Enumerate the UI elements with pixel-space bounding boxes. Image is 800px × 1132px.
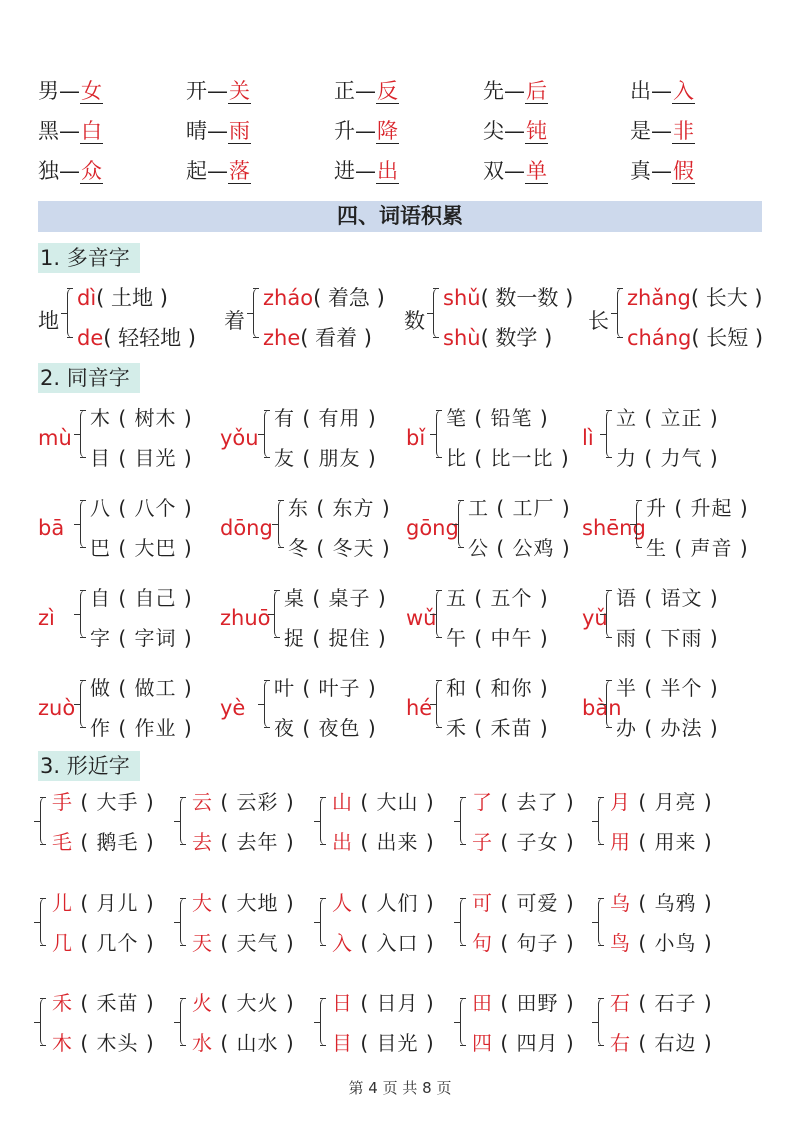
brace xyxy=(80,680,89,728)
antonym-word: 是 xyxy=(630,119,651,143)
polyphone-row xyxy=(263,325,372,351)
target-char: 禾 xyxy=(52,991,73,1015)
word-entry: 夜 ( 夜色 ) xyxy=(274,716,377,740)
example-word: ( 子女 ) xyxy=(493,830,575,854)
dash: — xyxy=(355,79,376,103)
word-entry: 东 ( 东方 ) xyxy=(288,496,391,520)
similar-entry xyxy=(610,930,713,956)
brace xyxy=(40,998,49,1046)
example-word: ( 土地 ) xyxy=(96,286,168,310)
pinyin: dì xyxy=(77,286,97,310)
antonym-answer: 入 xyxy=(673,79,694,103)
word-entry: 作 ( 作业 ) xyxy=(90,716,193,740)
antonym-word: 进 xyxy=(334,159,355,183)
antonym-answer: 女 xyxy=(81,79,102,103)
polyphone-char: 地 xyxy=(38,309,59,333)
antonym-word: 升 xyxy=(334,119,355,143)
word-entry: 办 ( 办法 ) xyxy=(616,716,719,740)
subsection-homophones: 2. 同音字 xyxy=(38,363,140,393)
brace xyxy=(80,590,89,638)
example-word: ( 长短 ) xyxy=(691,326,764,350)
word-entry: 目 ( 目光 ) xyxy=(90,446,193,470)
word-entry: 木 ( 树木 ) xyxy=(90,406,193,430)
example-word: ( 大山 ) xyxy=(353,790,435,814)
similar-entry xyxy=(52,890,155,916)
pinyin: dōng xyxy=(220,516,273,540)
antonym-answer: 反 xyxy=(377,79,398,103)
example-word: ( 云彩 ) xyxy=(213,790,295,814)
pinyin: shǔ xyxy=(443,286,481,310)
antonym-pair xyxy=(38,78,103,104)
target-char: 句 xyxy=(472,931,493,955)
antonym-word: 正 xyxy=(334,79,355,103)
similar-entry xyxy=(192,1030,295,1056)
brace xyxy=(180,998,189,1046)
similar-entry xyxy=(332,930,435,956)
target-char: 右 xyxy=(610,1031,631,1055)
similar-entry xyxy=(332,1030,435,1056)
brace xyxy=(278,500,287,548)
example-word: ( 大手 ) xyxy=(73,790,155,814)
dash: — xyxy=(59,79,80,103)
word-entry: 语 ( 语文 ) xyxy=(616,586,719,610)
similar-entry xyxy=(52,829,155,855)
pinyin: yǔ xyxy=(582,606,608,630)
similar-entry xyxy=(332,829,435,855)
example-word: ( 大火 ) xyxy=(213,991,295,1015)
similar-entry xyxy=(610,890,713,916)
example-word: ( 田野 ) xyxy=(493,991,575,1015)
dash: — xyxy=(59,159,80,183)
target-char: 几 xyxy=(52,931,73,955)
word-entry: 有 ( 有用 ) xyxy=(274,406,377,430)
word-entry: 半 ( 半个 ) xyxy=(616,676,719,700)
example-word: ( 石子 ) xyxy=(631,991,713,1015)
dash: — xyxy=(651,159,672,183)
example-word: ( 数一数 ) xyxy=(480,286,574,310)
dash: — xyxy=(355,159,376,183)
antonym-answer: 落 xyxy=(229,159,250,183)
example-word: ( 小鸟 ) xyxy=(631,931,713,955)
word-entry: 公 ( 公鸡 ) xyxy=(468,536,571,560)
pinyin: mù xyxy=(38,426,72,450)
antonym-word: 真 xyxy=(630,159,651,183)
similar-entry xyxy=(192,990,295,1016)
pinyin: bā xyxy=(38,516,65,540)
target-char: 毛 xyxy=(52,830,73,854)
antonym-pair xyxy=(630,78,695,104)
word-entry: 笔 ( 铅笔 ) xyxy=(446,406,549,430)
similar-entry xyxy=(52,1030,155,1056)
antonym-pair xyxy=(483,158,548,184)
target-char: 乌 xyxy=(610,891,631,915)
target-char: 目 xyxy=(332,1031,353,1055)
similar-entry xyxy=(472,1030,575,1056)
example-word: ( 月亮 ) xyxy=(631,790,713,814)
antonym-pair xyxy=(334,78,399,104)
word-entry: 禾 ( 禾苗 ) xyxy=(446,716,549,740)
pinyin: shēng xyxy=(582,516,646,540)
antonym-pair xyxy=(483,78,548,104)
similar-entry xyxy=(332,990,435,1016)
antonym-pair xyxy=(334,118,399,144)
polyphone-char: 长 xyxy=(588,309,609,333)
brace xyxy=(436,590,445,638)
target-char: 子 xyxy=(472,830,493,854)
example-word: ( 木头 ) xyxy=(73,1031,155,1055)
word-entry: 八 ( 八个 ) xyxy=(90,496,193,520)
polyphone-row xyxy=(443,325,552,351)
antonym-answer: 雨 xyxy=(229,119,250,143)
target-char: 天 xyxy=(192,931,213,955)
similar-entry xyxy=(332,789,435,815)
polyphone-char: 数 xyxy=(404,309,425,333)
word-entry: 做 ( 做工 ) xyxy=(90,676,193,700)
polyphone-row xyxy=(263,285,385,311)
page-footer: 第 4 页 共 8 页 xyxy=(348,1079,452,1097)
target-char: 四 xyxy=(472,1031,493,1055)
word-entry: 力 ( 力气 ) xyxy=(616,446,719,470)
brace xyxy=(460,898,469,946)
polyphone-row xyxy=(627,325,763,351)
pinyin: de xyxy=(77,326,104,350)
similar-entry xyxy=(610,1030,713,1056)
example-word: ( 着急 ) xyxy=(313,286,385,310)
example-word: ( 去年 ) xyxy=(213,830,295,854)
target-char: 山 xyxy=(332,790,353,814)
antonym-answer: 假 xyxy=(673,159,694,183)
word-entry: 和 ( 和你 ) xyxy=(446,676,549,700)
word-entry: 字 ( 字词 ) xyxy=(90,626,193,650)
brace xyxy=(436,680,445,728)
example-word: ( 鹅毛 ) xyxy=(73,830,155,854)
dash: — xyxy=(651,79,672,103)
similar-entry xyxy=(52,789,155,815)
polyphone-row xyxy=(77,325,196,351)
dash: — xyxy=(207,159,228,183)
example-word: ( 句子 ) xyxy=(493,931,575,955)
word-entry: 叶 ( 叶子 ) xyxy=(274,676,377,700)
antonym-word: 先 xyxy=(483,79,504,103)
antonym-answer: 降 xyxy=(377,119,398,143)
dash: — xyxy=(355,119,376,143)
brace xyxy=(253,288,262,338)
similar-entry xyxy=(52,930,155,956)
target-char: 田 xyxy=(472,991,493,1015)
antonym-pair xyxy=(334,158,399,184)
similar-entry xyxy=(192,890,295,916)
example-word: ( 天气 ) xyxy=(213,931,295,955)
brace xyxy=(598,797,607,845)
antonym-word: 晴 xyxy=(186,119,207,143)
similar-entry xyxy=(610,789,713,815)
target-char: 水 xyxy=(192,1031,213,1055)
word-entry: 工 ( 工厂 ) xyxy=(468,496,571,520)
dash: — xyxy=(504,159,525,183)
brace xyxy=(320,797,329,845)
target-char: 鸟 xyxy=(610,931,631,955)
example-word: ( 用来 ) xyxy=(631,830,713,854)
pinyin: yǒu xyxy=(220,426,259,450)
brace xyxy=(264,680,273,728)
brace xyxy=(180,797,189,845)
example-word: ( 右边 ) xyxy=(631,1031,713,1055)
word-entry: 冬 ( 冬天 ) xyxy=(288,536,391,560)
pinyin: zì xyxy=(38,606,55,630)
pinyin: zuò xyxy=(38,696,76,720)
example-word: ( 人们 ) xyxy=(353,891,435,915)
brace xyxy=(598,998,607,1046)
antonym-answer: 众 xyxy=(81,159,102,183)
antonym-pair xyxy=(630,118,695,144)
brace xyxy=(617,288,626,338)
word-entry: 友 ( 朋友 ) xyxy=(274,446,377,470)
example-word: ( 山水 ) xyxy=(213,1031,295,1055)
target-char: 石 xyxy=(610,991,631,1015)
word-entry: 生 ( 声音 ) xyxy=(646,536,749,560)
pinyin: shù xyxy=(443,326,481,350)
brace xyxy=(433,288,442,338)
pinyin: hé xyxy=(406,696,433,720)
dash: — xyxy=(504,79,525,103)
word-entry: 捉 ( 捉住 ) xyxy=(284,626,387,650)
similar-entry xyxy=(52,990,155,1016)
target-char: 出 xyxy=(332,830,353,854)
antonym-pair xyxy=(186,118,251,144)
section-title: 四、词语积累 xyxy=(38,201,762,232)
dash: — xyxy=(59,119,80,143)
antonym-word: 男 xyxy=(38,79,59,103)
antonym-pair xyxy=(38,158,103,184)
brace xyxy=(80,500,89,548)
similar-entry xyxy=(610,829,713,855)
brace xyxy=(40,898,49,946)
antonym-pair xyxy=(38,118,103,144)
antonym-pair xyxy=(483,118,548,144)
dash: — xyxy=(207,79,228,103)
target-char: 了 xyxy=(472,790,493,814)
target-char: 儿 xyxy=(52,891,73,915)
polyphone-row xyxy=(627,285,763,311)
target-char: 火 xyxy=(192,991,213,1015)
example-word: ( 入口 ) xyxy=(353,931,435,955)
antonym-word: 黑 xyxy=(38,119,59,143)
dash: — xyxy=(207,119,228,143)
antonym-word: 尖 xyxy=(483,119,504,143)
example-word: ( 日月 ) xyxy=(353,991,435,1015)
word-entry: 桌 ( 桌子 ) xyxy=(284,586,387,610)
antonym-answer: 关 xyxy=(229,79,250,103)
pinyin: bàn xyxy=(582,696,622,720)
target-char: 木 xyxy=(52,1031,73,1055)
brace xyxy=(460,998,469,1046)
word-entry: 雨 ( 下雨 ) xyxy=(616,626,719,650)
pinyin: yè xyxy=(220,696,246,720)
target-char: 手 xyxy=(52,790,73,814)
pinyin: bǐ xyxy=(406,426,426,450)
word-entry: 立 ( 立正 ) xyxy=(616,406,719,430)
target-char: 日 xyxy=(332,991,353,1015)
antonym-answer: 钝 xyxy=(526,119,547,143)
similar-entry xyxy=(192,829,295,855)
pinyin: lì xyxy=(582,426,594,450)
subsection-polyphones: 1. 多音字 xyxy=(38,243,140,273)
similar-entry xyxy=(192,930,295,956)
target-char: 大 xyxy=(192,891,213,915)
antonym-pair xyxy=(630,158,695,184)
example-word: ( 可爱 ) xyxy=(493,891,575,915)
dash: — xyxy=(504,119,525,143)
word-entry: 巴 ( 大巴 ) xyxy=(90,536,193,560)
word-entry: 比 ( 比一比 ) xyxy=(446,446,570,470)
polyphone-row xyxy=(443,285,573,311)
example-word: ( 乌鸦 ) xyxy=(631,891,713,915)
target-char: 用 xyxy=(610,830,631,854)
antonym-word: 出 xyxy=(630,79,651,103)
antonym-word: 双 xyxy=(483,159,504,183)
example-word: ( 长大 ) xyxy=(690,286,763,310)
example-word: ( 四月 ) xyxy=(493,1031,575,1055)
similar-entry xyxy=(472,789,575,815)
brace xyxy=(598,898,607,946)
example-word: ( 月儿 ) xyxy=(73,891,155,915)
brace xyxy=(264,410,273,458)
antonym-word: 独 xyxy=(38,159,59,183)
antonym-pair xyxy=(186,78,251,104)
pinyin: cháng xyxy=(627,326,692,350)
brace xyxy=(606,410,615,458)
target-char: 人 xyxy=(332,891,353,915)
brace xyxy=(80,410,89,458)
brace xyxy=(40,797,49,845)
example-word: ( 轻轻地 ) xyxy=(103,326,196,350)
pinyin: zhe xyxy=(263,326,301,350)
pinyin: zháo xyxy=(263,286,314,310)
word-entry: 午 ( 中午 ) xyxy=(446,626,549,650)
similar-entry xyxy=(192,789,295,815)
brace xyxy=(320,898,329,946)
antonym-answer: 白 xyxy=(81,119,102,143)
brace xyxy=(606,680,615,728)
example-word: ( 大地 ) xyxy=(213,891,295,915)
target-char: 可 xyxy=(472,891,493,915)
example-word: ( 禾苗 ) xyxy=(73,991,155,1015)
brace xyxy=(67,288,76,338)
pinyin: wǔ xyxy=(406,606,437,630)
target-char: 云 xyxy=(192,790,213,814)
antonym-word: 起 xyxy=(186,159,207,183)
example-word: ( 数学 ) xyxy=(480,326,553,350)
pinyin: zhǎng xyxy=(627,286,691,310)
brace xyxy=(636,500,645,548)
similar-entry xyxy=(472,930,575,956)
pinyin: zhuō xyxy=(220,606,271,630)
antonym-answer: 后 xyxy=(526,79,547,103)
target-char: 入 xyxy=(332,931,353,955)
brace xyxy=(458,500,467,548)
target-char: 月 xyxy=(610,790,631,814)
similar-entry xyxy=(332,890,435,916)
similar-entry xyxy=(472,829,575,855)
similar-entry xyxy=(472,990,575,1016)
example-word: ( 几个 ) xyxy=(73,931,155,955)
word-entry: 五 ( 五个 ) xyxy=(446,586,549,610)
example-word: ( 去了 ) xyxy=(493,790,575,814)
example-word: ( 出来 ) xyxy=(353,830,435,854)
antonym-word: 开 xyxy=(186,79,207,103)
similar-entry xyxy=(472,890,575,916)
brace xyxy=(320,998,329,1046)
example-word: ( 目光 ) xyxy=(353,1031,435,1055)
subsection-similar-chars: 3. 形近字 xyxy=(38,751,140,781)
antonym-answer: 出 xyxy=(377,159,398,183)
antonym-answer: 非 xyxy=(673,119,694,143)
similar-entry xyxy=(610,990,713,1016)
brace xyxy=(180,898,189,946)
pinyin: gōng xyxy=(406,516,459,540)
antonym-pair xyxy=(186,158,251,184)
antonym-answer: 单 xyxy=(526,159,547,183)
polyphone-char: 着 xyxy=(224,309,245,333)
target-char: 去 xyxy=(192,830,213,854)
word-entry: 升 ( 升起 ) xyxy=(646,496,749,520)
dash: — xyxy=(651,119,672,143)
brace xyxy=(460,797,469,845)
brace xyxy=(436,410,445,458)
brace xyxy=(606,590,615,638)
polyphone-row xyxy=(77,285,168,311)
brace xyxy=(274,590,283,638)
word-entry: 自 ( 自己 ) xyxy=(90,586,193,610)
example-word: ( 看着 ) xyxy=(300,326,373,350)
